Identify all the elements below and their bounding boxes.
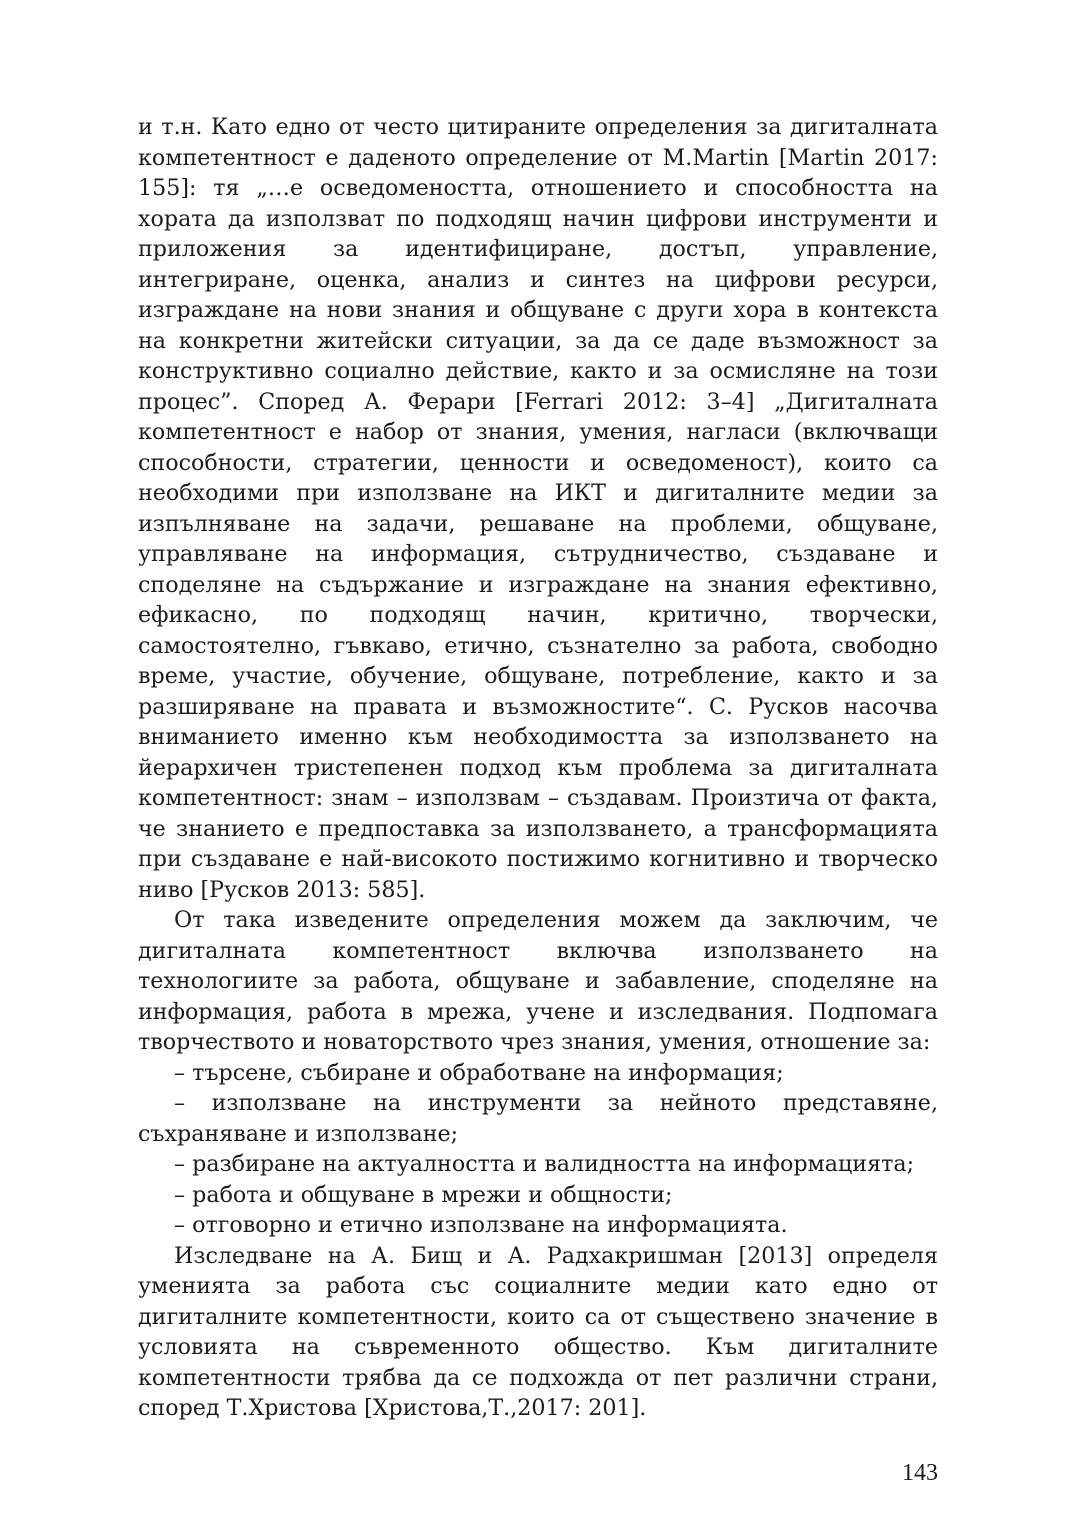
list-item: – отговорно и етично използване на информацията. (174, 1212, 788, 1238)
list-item: – търсене, събиране и обработване на информация; (174, 1059, 784, 1086)
list-item: – работа и общуване в мрежи и общности; (174, 1181, 673, 1208)
list-item: – разбиране на актуалността и валидността на информацията; (174, 1151, 915, 1177)
page-number: 143 (902, 1460, 938, 1486)
list-item: – използване на инструменти за нейното представяне, съхраняване и използване; (138, 1090, 938, 1147)
paragraph-continuation: и т.н. Като едно от често цитираните определения за дигиталната компетентност е даденото определение от M.Martin [Martin 2017: 155]: тя „…е осведомеността, отношението и способността на хората да използват по подходящ начин цифрови инструменти и приложения за идентифициране, достъп, управление, интегриране, оценка, анализ и синтез на цифрови ресурси, изграждане на нови знания и общуване с други хора в контекста на конкретни житейски ситуации, за да се даде възможност за конструктивно социално действие, както и за осмисляне на този процес”. Според А. Ферари [Ferrari 2012: 3–4] „Дигиталната компетентност е набор от знания, умения, нагласи (включващи способности, стратегии, ценности и осведоменост), които са необходими при използване на ИКТ и дигиталните медии за изпълняване на задачи, решаване на проблеми, общуване, управляване на информация, сътрудничество, създаване и споделяне на съдържание и изграждане на знания ефективно, ефикасно, по подходящ начин, критично, творчески, самостоятелно, гъвкаво, етично, съзнателно за работа, свободно време, участие, обучение, общуване, потребление, както и за разширяване на правата и възможностите“. С. Русков насочва вниманието именно към необходимостта за използването на йерархичен тристепенен подход към проблема за дигиталната компетентност: знам – използвам – създавам. Произтича от факта, че знанието е предпоставка за използването, а трансформацията при създаване е най-високото постижимо когнитивно и творческо ниво [Русков 2013: 585]. (138, 114, 938, 903)
paragraph-conclusion: От така изведените определения можем да заключим, че дигиталната компетентност включва използването на технологиите за работа, общуване и забавление, споделяне на информация, работа в мрежа, учене и изследвания. Подпомага творчеството и новаторството чрез знания, умения, отношение за: (138, 907, 938, 1055)
paragraph-closing: Изследване на А. Бищ и А. Радхакришман [2013] определя уменията за работа със социалните медии като едно от дигиталните компетентности, които са от съществено значение в условията на съвременното общество. Към дигиталните компетентности трябва да се подхожда от пет различни страни, според Т.Христова [Христова,Т.,2017: 201]. (138, 1242, 938, 1421)
body-text (138, 112, 938, 1424)
